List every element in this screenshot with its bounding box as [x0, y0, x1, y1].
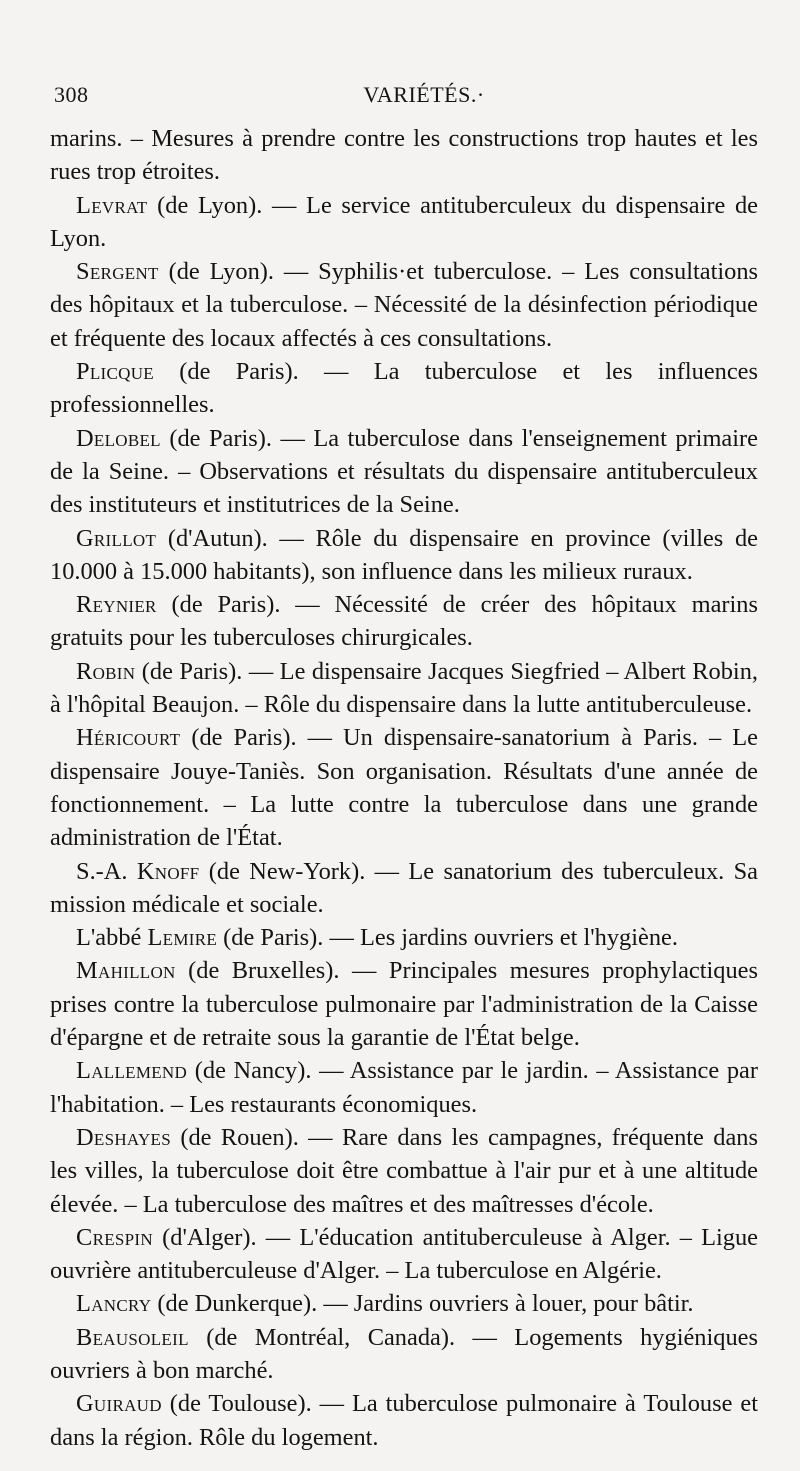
entry-author: Lemire — [147, 924, 218, 952]
entry-place: (de New-York). — [208, 857, 366, 885]
entry-delobel — [50, 422, 758, 522]
entry-sergent — [50, 255, 758, 355]
entry-place: (de Rouen). — [180, 1123, 299, 1151]
entry-place: (de Nancy). — [194, 1057, 312, 1085]
entry-list — [50, 122, 758, 1454]
entry-text: — Logements hygiéniques ouvriers à bon marché. — [50, 1323, 758, 1384]
entry-author: Knoff — [136, 857, 200, 885]
entry-place: (de Toulouse). — [169, 1390, 312, 1418]
entry-text: — L'éducation antituberculeuse à Alger. – Ligue ouvrière antituberculeuse d'Alger. – La tuberculose en Algérie. — [50, 1223, 758, 1285]
entry-plicque — [50, 355, 758, 422]
entry-place: (de Paris). — [169, 424, 272, 452]
entry-levrat — [50, 189, 758, 256]
entry-place: (d'Alger). — [162, 1223, 257, 1251]
entry-author: Robin — [76, 657, 136, 685]
entry-author: Mahillon — [76, 957, 176, 985]
entry-author: Crespin — [76, 1223, 153, 1251]
entry-author: Sergent — [76, 258, 159, 286]
entry-deshayes — [50, 1121, 758, 1221]
entry-grillot — [50, 522, 758, 589]
page-number: 308 — [54, 82, 89, 107]
entry-place: (de Lyon). — [157, 191, 263, 219]
entry-place: (de Lyon). — [168, 258, 274, 286]
entry-author: Plicque — [76, 358, 154, 386]
entry-text: — Le service antituberculeux du dispensaire de Lyon. — [50, 191, 758, 252]
entry-lemire — [50, 921, 758, 954]
entry-place: (d'Autun). — [167, 524, 268, 552]
entry-mahillon — [50, 954, 758, 1054]
entry-place: (de Bruxelles). — [188, 957, 340, 985]
entry-text: — Assistance par le jardin. – Assistance par l'habitation. – Les restaurants économiques. — [50, 1057, 758, 1118]
entry-text: — La tuberculose pulmonaire à Toulouse et dans la région. Rôle du logement. — [50, 1390, 758, 1451]
entry-author: Reynier — [76, 591, 157, 619]
entry-author: Guiraud — [76, 1390, 162, 1418]
entry-text: — Un dispensaire-sanatorium à Paris. – Le dispensaire Jouye-Taniès. Son organisation. Résultats d'une année de fonctionnement. – La lutte contre la tuberculose dans une grande administration de l'État. — [50, 724, 758, 852]
entry-continuation — [50, 122, 758, 189]
entry-text: — Le dispensaire Jacques Siegfried – Albert Robin, à l'hôpital Beaujon. – Rôle du dispensaire dans la lutte antituberculeuse. — [50, 657, 758, 719]
entry-author: Grillot — [76, 524, 157, 552]
entry-robin — [50, 655, 758, 722]
entry-text: — La tuberculose dans l'enseignement primaire de la Seine. – Observations et résultats du dispensaire antituberculeux des instituteurs et institutrices de la Seine. — [50, 424, 758, 519]
entry-text: — La tuberculose et les influences professionnelles. — [50, 358, 758, 419]
entry-author: Beausoleil — [76, 1323, 189, 1351]
entry-beausoleil — [50, 1321, 758, 1388]
header-title: VARIÉTÉS.· — [363, 82, 485, 107]
entry-place: (de Montréal, Canada). — [206, 1323, 456, 1351]
running-head — [50, 82, 758, 112]
entry-lallemend — [50, 1054, 758, 1121]
entry-place: (de Paris). — [141, 657, 243, 685]
entry-text: — Syphilis·et tuberculose. – Les consultations des hôpitaux et la tuberculose. – Nécessité de la désinfection périodique et fréquente des locaux affectés à ces consultations. — [50, 258, 759, 352]
entry-prefix: S.-A. — [76, 857, 137, 885]
entry-reynier — [50, 588, 758, 655]
entry-place: (de Paris). — [179, 358, 299, 386]
entry-text: — Rôle du dispensaire en province (villes de 10.000 à 15.000 habitants), son influence dans les milieux ruraux. — [50, 524, 758, 585]
entry-place: (de Dunkerque). — [157, 1290, 318, 1318]
entry-place: (de Paris). — [223, 924, 324, 952]
entry-text: — Jardins ouvriers à louer, pour bâtir. — [317, 1290, 694, 1318]
entry-hericourt — [50, 721, 758, 854]
entry-place: (de Paris). — [191, 724, 297, 752]
entry-text: — Le sanatorium des tuberculeux. Sa mission médicale et sociale. — [50, 857, 758, 918]
entry-crespin — [50, 1221, 758, 1288]
entry-text: — Principales mesures prophylactiques prises contre la tuberculose pulmonaire par l'administration de la Caisse d'épargne et de retraite sous la garantie de l'État belge. — [50, 957, 758, 1052]
entry-prefix: L'abbé — [76, 924, 148, 952]
entry-author: Héricourt — [76, 724, 181, 752]
entry-author: Delobel — [76, 424, 161, 452]
entry-author: Lancry — [76, 1290, 152, 1318]
entry-text: — Nécessité de créer des hôpitaux marins gratuits pour les tuberculoses chirurgicales. — [50, 591, 758, 652]
entry-knoff — [50, 855, 758, 922]
entry-lancry — [50, 1287, 758, 1320]
entry-author: Lallemend — [76, 1057, 188, 1085]
entry-guiraud — [50, 1387, 758, 1454]
entry-author: Levrat — [76, 191, 148, 219]
entry-text: — Rare dans les campagnes, fréquente dans les villes, la tuberculose doit être combattue à l'air pur et à une altitude élevée. – La tuberculose des maîtres et des maîtresses d'école. — [50, 1123, 758, 1218]
entry-author: Deshayes — [76, 1123, 171, 1151]
entry-text: marins. – Mesures à prendre contre les constructions trop hautes et les rues trop étroites. — [50, 125, 758, 186]
entry-text: — Les jardins ouvriers et l'hygiène. — [323, 924, 678, 952]
entry-place: (de Paris). — [171, 591, 281, 619]
